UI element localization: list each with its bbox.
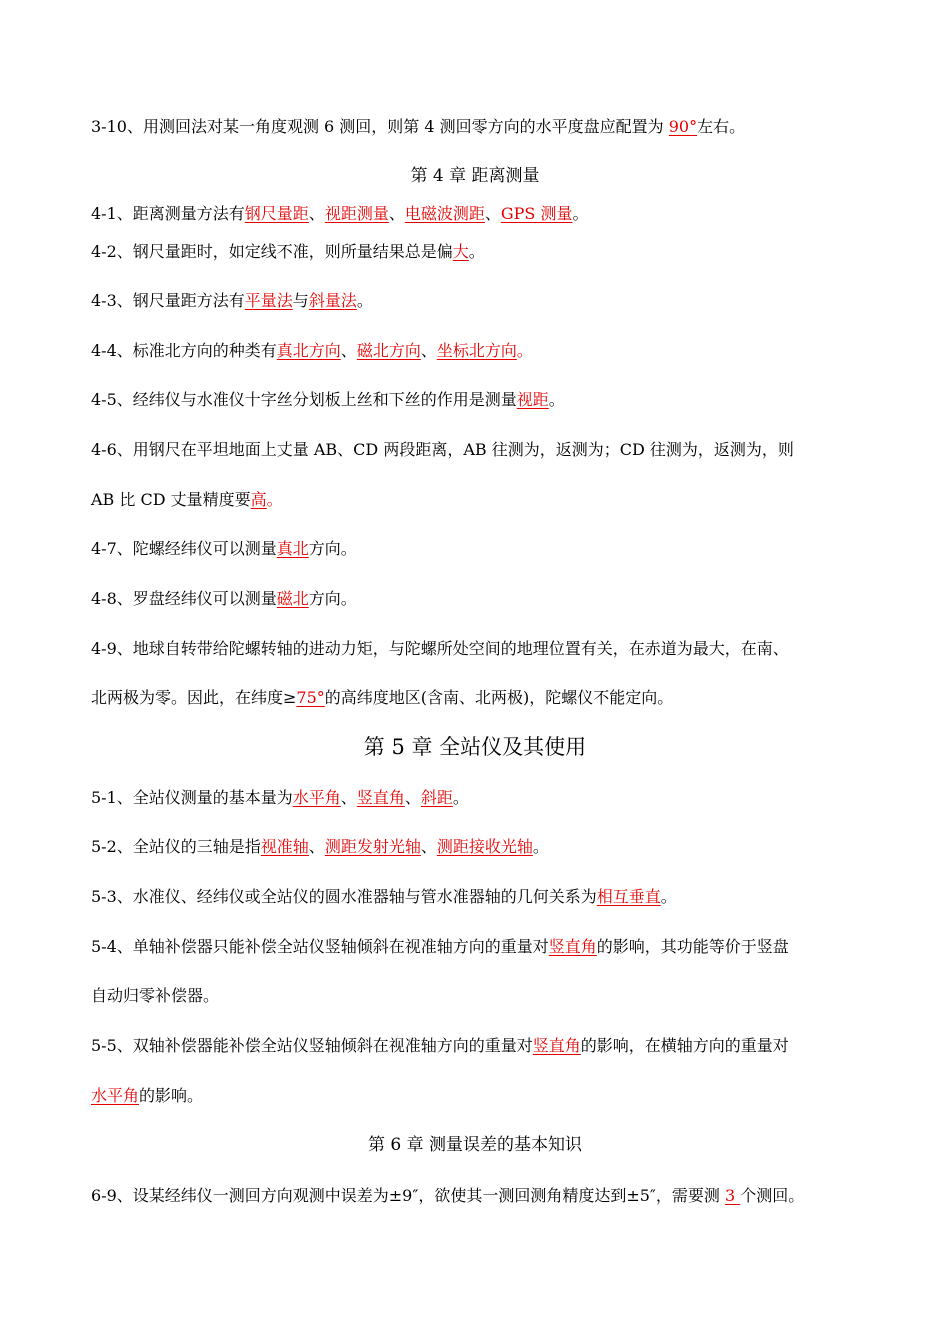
answer: 大 bbox=[452, 242, 469, 261]
answer: 斜距 bbox=[420, 788, 453, 807]
question-3-10: 3-10、用测回法对某一角度观测 6 测回，则第 4 测回零方向的水平度盘应配置为 90°左右。 bbox=[91, 117, 746, 136]
question-4-4: 4-4、标准北方向的种类有真北方向、磁北方向、坐标北方向。 bbox=[91, 341, 533, 360]
answer: 视距测量 bbox=[324, 204, 389, 223]
answer: 水平角 bbox=[292, 788, 341, 807]
question-4-9-line-1: 4-9、地球自转带给陀螺转轴的进动力矩，与陀螺所处空间的地理位置有关，在赤道为最大，在南、 bbox=[91, 639, 789, 658]
question-5-1: 5-1、全站仪测量的基本量为水平角、竖直角、斜距。 bbox=[91, 788, 469, 807]
chapter-4-title: 第 4 章 距离测量 bbox=[410, 166, 540, 186]
question-5-4-line-2: 自动归零补偿器。 bbox=[91, 986, 220, 1005]
answer: 坐标北方向 bbox=[436, 341, 517, 360]
answer: 视准轴 bbox=[260, 837, 309, 856]
answer: 视距 bbox=[516, 390, 549, 409]
answer: 真北 bbox=[276, 539, 309, 558]
answer: 竖直角 bbox=[548, 937, 597, 956]
question-4-6-line-2: AB 比 CD 丈量精度要高。 bbox=[91, 490, 283, 509]
answer: GPS 测量 bbox=[500, 204, 573, 223]
answer: 3 bbox=[724, 1186, 741, 1205]
question-4-1: 4-1、距离测量方法有钢尺量距、视距测量、电磁波测距、GPS 测量。 bbox=[91, 204, 589, 223]
answer: 钢尺量距 bbox=[244, 204, 309, 223]
question-5-2: 5-2、全站仪的三轴是指视准轴、测距发射光轴、测距接收光轴。 bbox=[91, 837, 549, 856]
question-5-4-line-1: 5-4、单轴补偿器只能补偿全站仪竖轴倾斜在视准轴方向的重量对竖直角的影响，其功能等价于竖盘 bbox=[91, 937, 789, 956]
answer: 75° bbox=[296, 688, 325, 707]
answer: 90° bbox=[668, 117, 698, 136]
chapter-6-title: 第 6 章 测量误差的基本知识 bbox=[367, 1135, 583, 1155]
question-4-6-line-1: 4-6、用钢尺在平坦地面上丈量 AB、CD 两段距离，AB 往测为，返测为；CD 往测为，返测为，则 bbox=[91, 440, 794, 459]
question-4-9-line-2: 北两极为零。因此，在纬度≥75°的高纬度地区(含南、北两极)，陀螺仪不能定向。 bbox=[91, 688, 674, 707]
answer: 电磁波测距 bbox=[404, 204, 485, 223]
question-6-9: 6-9、设某经纬仪一测回方向观测中误差为±9″，欲使其一测回测角精度达到±5″，需要测 3 个测回。 bbox=[91, 1186, 805, 1205]
question-5-3: 5-3、水准仪、经纬仪或全站仪的圆水准器轴与管水准器轴的几何关系为相互垂直。 bbox=[91, 887, 677, 906]
question-4-7: 4-7、陀螺经纬仪可以测量真北方向。 bbox=[91, 539, 357, 558]
answer: 平量法 bbox=[244, 291, 293, 310]
answer: 斜量法 bbox=[308, 291, 357, 310]
answer: 相互垂直 bbox=[596, 887, 661, 906]
chapter-5-title: 第 5 章 全站仪及其使用 bbox=[363, 735, 587, 759]
answer: 竖直角 bbox=[532, 1036, 581, 1055]
answer: 竖直角 bbox=[356, 788, 405, 807]
answer: 水平角 bbox=[91, 1086, 140, 1105]
answer: 高 bbox=[250, 490, 267, 509]
answer: 测距接收光轴 bbox=[436, 837, 533, 856]
question-5-5-line-2: 水平角的影响。 bbox=[91, 1086, 204, 1105]
answer: 磁北 bbox=[276, 589, 309, 608]
question-4-8: 4-8、罗盘经纬仪可以测量磁北方向。 bbox=[91, 589, 357, 608]
answer: 磁北方向 bbox=[356, 341, 421, 360]
answer: 真北方向 bbox=[276, 341, 341, 360]
question-4-3: 4-3、钢尺量距方法有平量法与斜量法。 bbox=[91, 291, 373, 310]
answer: 测距发射光轴 bbox=[324, 837, 421, 856]
question-4-2: 4-2、钢尺量距时，如定线不准，则所量结果总是偏大。 bbox=[91, 242, 485, 261]
question-5-5-line-1: 5-5、双轴补偿器能补偿全站仪竖轴倾斜在视准轴方向的重量对竖直角的影响，在横轴方向的重量对 bbox=[91, 1036, 789, 1055]
question-4-5: 4-5、经纬仪与水准仪十字丝分划板上丝和下丝的作用是测量视距。 bbox=[91, 390, 565, 409]
